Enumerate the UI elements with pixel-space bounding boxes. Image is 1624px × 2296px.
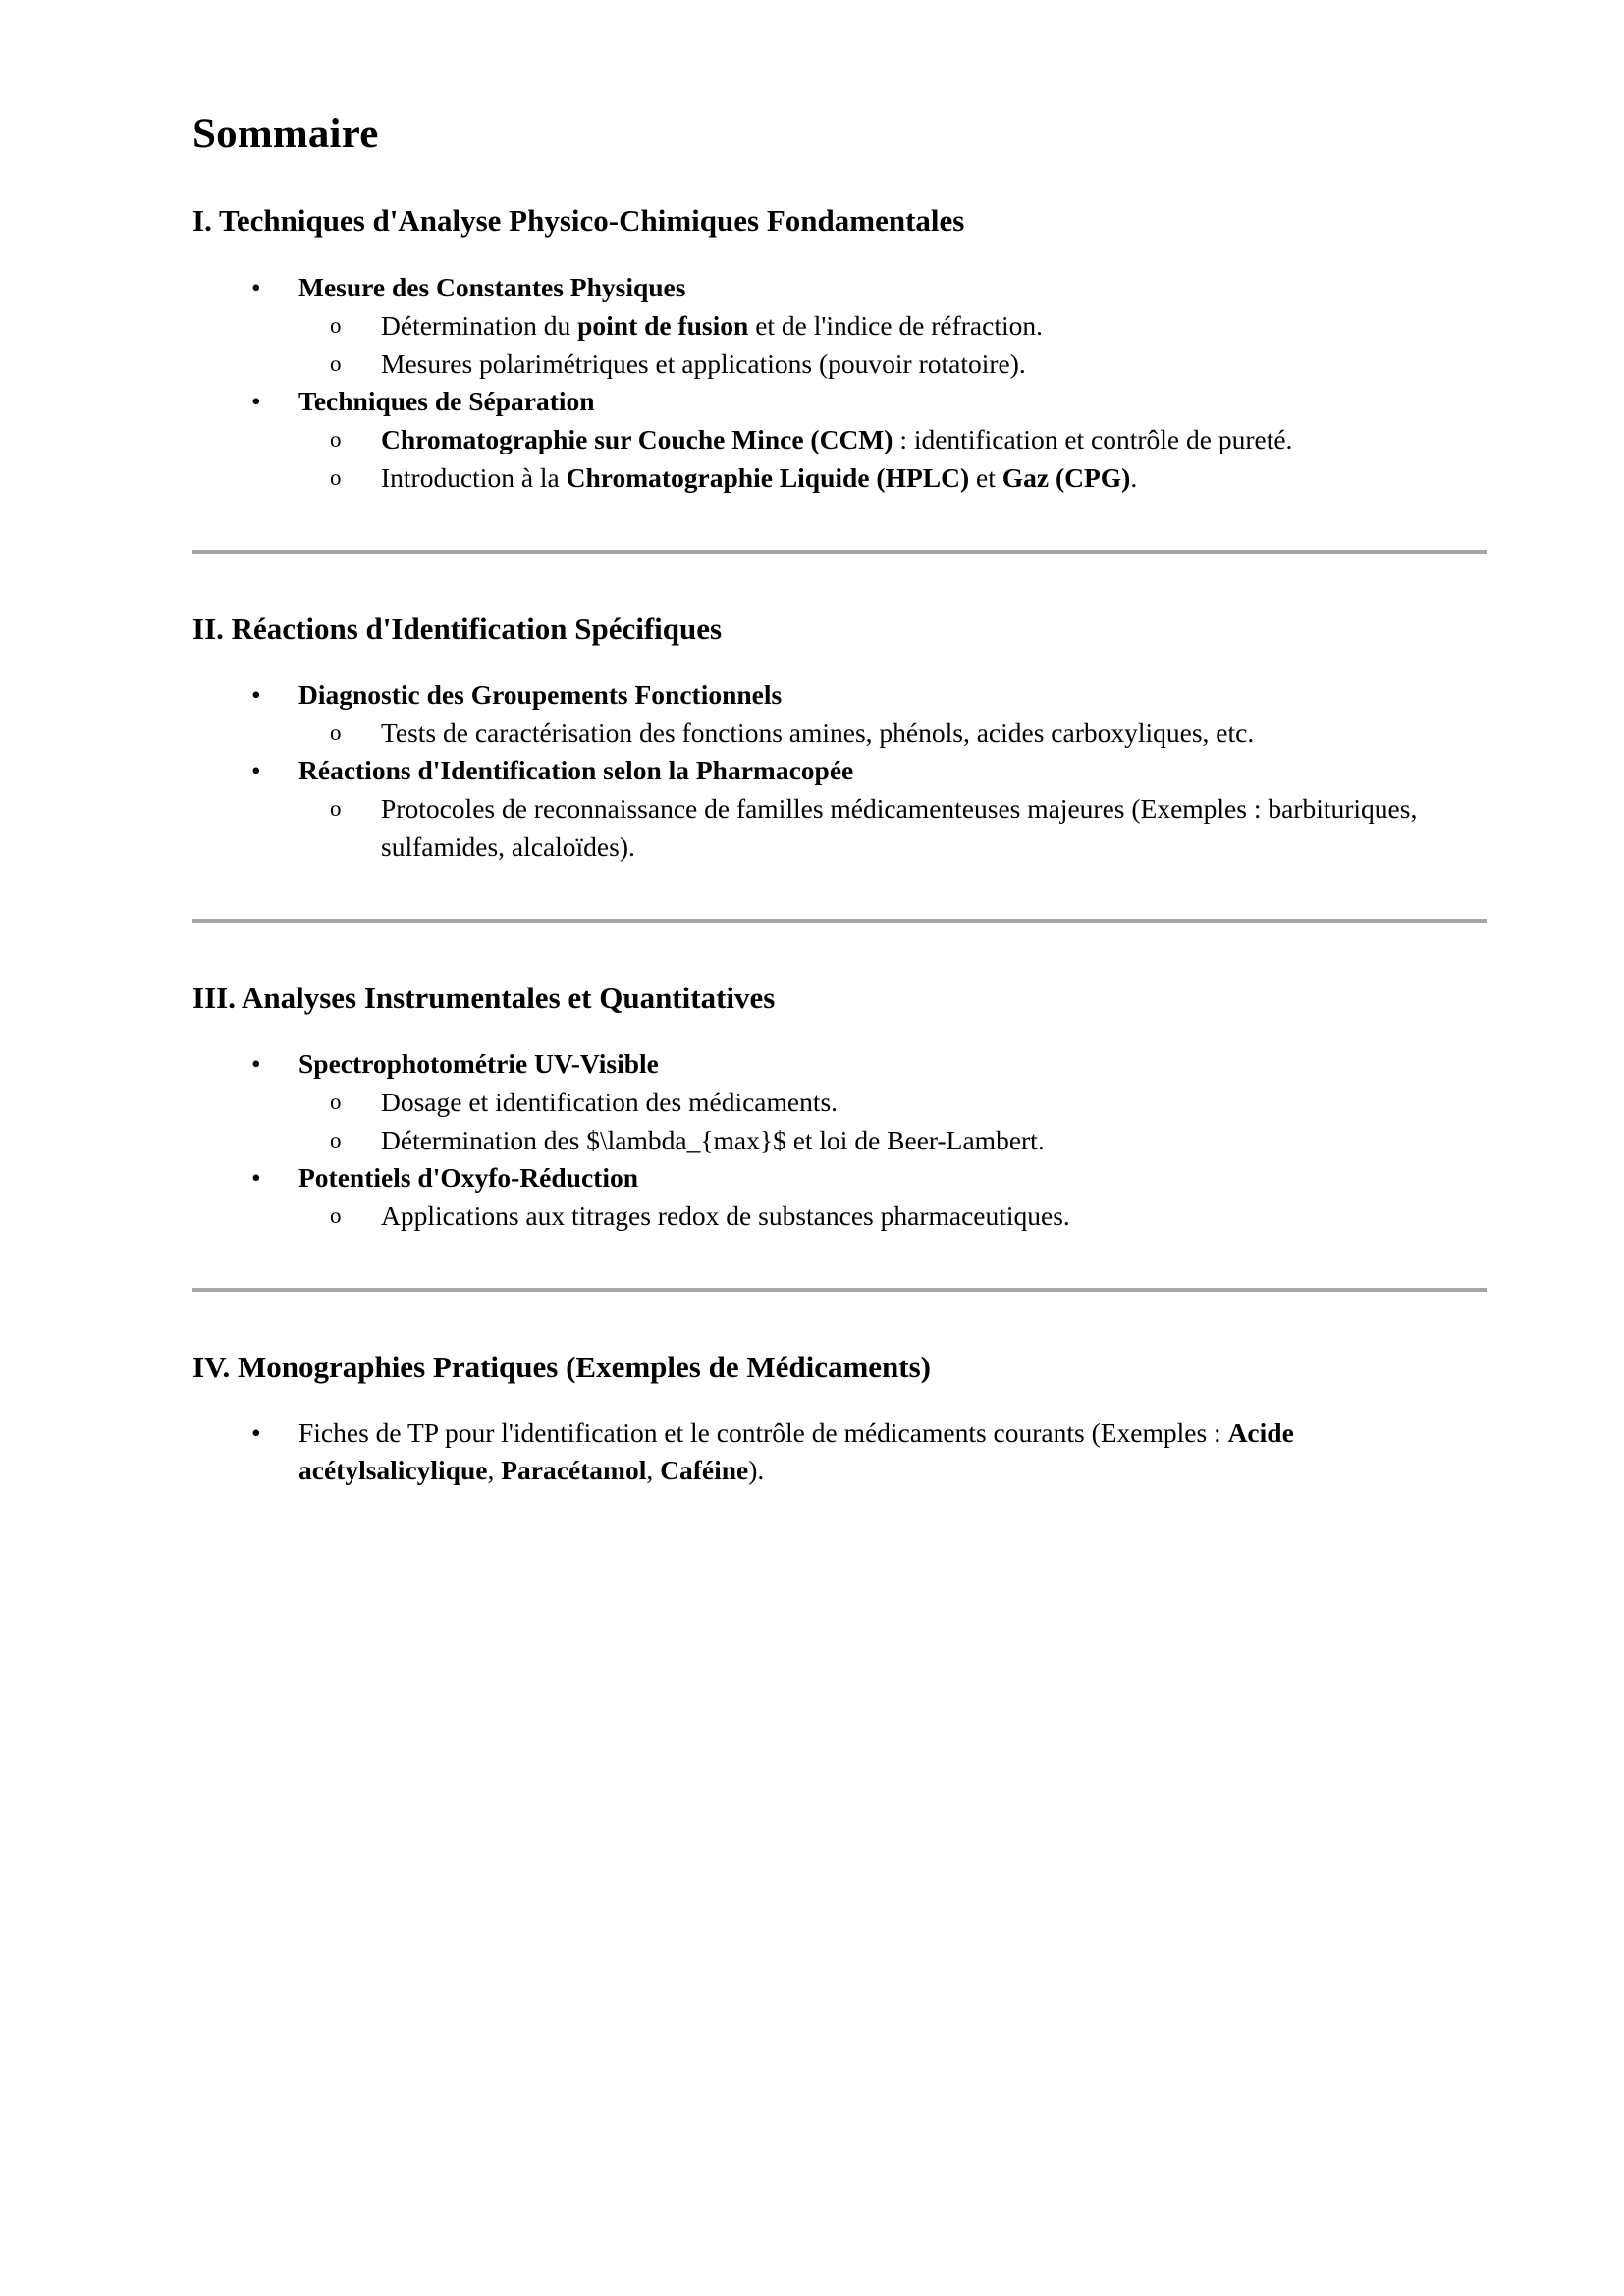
disc-bullet-icon: •: [251, 1048, 261, 1080]
body-text: Fiches de TP pour l'identification et le contrôle de médicaments courants (Exemples :: [298, 1417, 1228, 1449]
list-item-label: Techniques de Séparation: [298, 385, 595, 416]
bullet-list-level2: [298, 789, 1487, 866]
disc-bullet-icon: •: [251, 1417, 261, 1449]
body-text: ).: [748, 1455, 765, 1486]
section-divider: [192, 550, 1487, 554]
sub-list-item-text: [381, 345, 1487, 383]
section: [192, 1349, 1487, 1489]
section-divider: [192, 919, 1487, 923]
list-item: [192, 383, 1487, 497]
sub-list-item-text: [381, 1197, 1487, 1235]
page-title: Sommaire: [192, 111, 379, 157]
sub-list-item: [298, 345, 1487, 383]
sub-list-item: [298, 714, 1487, 752]
body-text: : identification et contrôle de pureté.: [893, 423, 1293, 454]
body-text: et: [969, 461, 1002, 493]
sub-list-item: [298, 1121, 1487, 1159]
section-divider: [192, 1288, 1487, 1292]
section: [192, 980, 1487, 1292]
list-item-label: [298, 1415, 1487, 1489]
emphasis-text: point de fusion: [577, 309, 749, 341]
circle-bullet-icon: o: [330, 795, 342, 821]
emphasis-text: Caféine: [660, 1455, 749, 1486]
body-text: .: [1130, 461, 1138, 493]
sub-list-item: [298, 1197, 1487, 1235]
body-text: Applications aux titrages redox de substances pharmaceutiques.: [381, 1201, 1070, 1232]
sub-list-item-text: [381, 1083, 1487, 1121]
disc-bullet-icon: •: [251, 678, 261, 710]
circle-bullet-icon: o: [330, 350, 342, 376]
body-text: Introduction à la: [381, 461, 567, 493]
circle-bullet-icon: o: [330, 1090, 342, 1115]
list-item-label: Diagnostic des Groupements Fonctionnels: [298, 678, 783, 710]
sub-list-item: [298, 789, 1487, 866]
section-heading: IV. Monographies Pratiques (Exemples de Médicaments): [192, 1350, 931, 1385]
list-item-label: Potentiels d'Oxyfo-Réduction: [298, 1162, 639, 1194]
circle-bullet-icon: o: [330, 720, 342, 745]
circle-bullet-icon: o: [330, 464, 342, 490]
bullet-list-level1: [192, 1415, 1487, 1489]
emphasis-text: Gaz (CPG): [1001, 461, 1131, 493]
bullet-list-level1: [192, 676, 1487, 866]
disc-bullet-icon: •: [251, 754, 261, 785]
bullet-list-level2: [298, 1197, 1487, 1235]
body-text: Protocoles de reconnaissance de familles médicamenteuses majeures (Exemples : barbituriques, sulfamides, alcaloïdes).: [381, 792, 1418, 862]
circle-bullet-icon: o: [330, 426, 342, 452]
body-text: Détermination des $\lambda_{max}$ et loi de Beer-Lambert.: [381, 1125, 1045, 1156]
circle-bullet-icon: o: [330, 312, 342, 338]
bullet-list-level1: [192, 1045, 1487, 1235]
section-heading: I. Techniques d'Analyse Physico-Chimiques Fondamentales: [192, 203, 965, 239]
list-item: [192, 676, 1487, 752]
body-text: ,: [646, 1455, 661, 1486]
bullet-list-level2: [298, 306, 1487, 383]
sub-list-item: [298, 306, 1487, 345]
sub-list-item-text: [381, 458, 1487, 497]
emphasis-text: Paracétamol: [501, 1455, 647, 1486]
list-item: [192, 1415, 1487, 1489]
sub-list-item-text: [381, 420, 1487, 458]
list-item: [192, 269, 1487, 383]
disc-bullet-icon: •: [251, 271, 261, 302]
body-text: et de l'indice de réfraction.: [748, 309, 1043, 341]
list-item-label: Spectrophotométrie UV-Visible: [298, 1048, 659, 1080]
body-text: Mesures polarimétriques et applications (pouvoir rotatoire).: [381, 347, 1026, 379]
body-text: Détermination du: [381, 309, 578, 341]
circle-bullet-icon: o: [330, 1203, 342, 1229]
emphasis-text: Chromatographie sur Couche Mince (CCM): [381, 423, 893, 454]
section: [192, 611, 1487, 923]
emphasis-text: Chromatographie Liquide (HPLC): [566, 461, 970, 493]
body-text: ,: [487, 1455, 502, 1486]
sub-list-item: [298, 458, 1487, 497]
sections-container: [192, 202, 1487, 1489]
bullet-list-level1: [192, 269, 1487, 497]
bullet-list-level2: [298, 714, 1487, 752]
body-text: Dosage et identification des médicaments.: [381, 1087, 839, 1118]
sub-list-item: [298, 420, 1487, 458]
disc-bullet-icon: •: [251, 1162, 261, 1194]
bullet-list-level2: [298, 420, 1487, 497]
sub-list-item: [298, 1083, 1487, 1121]
bullet-list-level2: [298, 1083, 1487, 1159]
list-item-label: Mesure des Constantes Physiques: [298, 271, 686, 302]
section-heading: III. Analyses Instrumentales et Quantitatives: [192, 980, 776, 1015]
sub-list-item-text: [381, 306, 1487, 345]
list-item-label: Réactions d'Identification selon la Pharmacopée: [298, 754, 854, 785]
sub-list-item-text: [381, 789, 1487, 866]
list-item: [192, 1159, 1487, 1235]
circle-bullet-icon: o: [330, 1128, 342, 1153]
emphasis-text: Acide acétylsalicylique: [298, 1417, 1294, 1486]
list-item: [192, 1045, 1487, 1159]
sub-list-item-text: [381, 1121, 1487, 1159]
list-item: [192, 752, 1487, 866]
body-text: Tests de caractérisation des fonctions amines, phénols, acides carboxyliques, etc.: [381, 717, 1255, 748]
sub-list-item-text: [381, 714, 1487, 752]
disc-bullet-icon: •: [251, 385, 261, 416]
section: [192, 202, 1487, 553]
section-heading: II. Réactions d'Identification Spécifiques: [192, 611, 723, 646]
